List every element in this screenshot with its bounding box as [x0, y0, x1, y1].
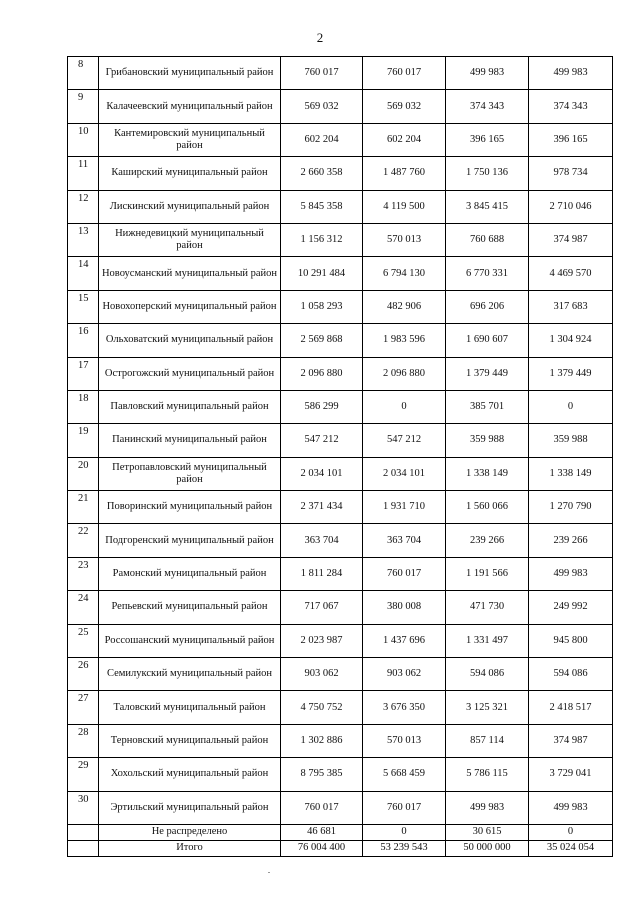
value-col-3: 1 338 149	[446, 457, 529, 490]
row-number: 15	[68, 290, 99, 323]
value-col-1: 903 062	[281, 658, 363, 691]
value-col-2: 5 668 459	[363, 758, 446, 791]
value-col-3: 594 086	[446, 658, 529, 691]
row-number: 13	[68, 223, 99, 256]
table-row	[68, 624, 613, 657]
value-col-1: 760 017	[281, 57, 363, 90]
table-row	[68, 658, 613, 691]
value-col-1: 1 156 312	[281, 223, 363, 256]
value-col-3: 5 786 115	[446, 758, 529, 791]
district-name: Эртильский муниципальный район	[99, 791, 281, 824]
value-col-2: 1 983 596	[363, 324, 446, 357]
unallocated-row	[68, 824, 613, 840]
value-col-4: 978 734	[529, 157, 613, 190]
value-col-1: 760 017	[281, 791, 363, 824]
empty-cell	[68, 824, 99, 840]
value-col-1: 586 299	[281, 390, 363, 423]
district-name: Павловский муниципальный район	[99, 390, 281, 423]
table-row	[68, 357, 613, 390]
total-row-value-3: 50 000 000	[446, 840, 529, 856]
table-row	[68, 457, 613, 490]
district-name: Россошанский муниципальный район	[99, 624, 281, 657]
value-col-3: 3 125 321	[446, 691, 529, 724]
value-col-1: 2 371 434	[281, 491, 363, 524]
value-col-1: 1 058 293	[281, 290, 363, 323]
value-col-1: 8 795 385	[281, 758, 363, 791]
value-col-3: 1 379 449	[446, 357, 529, 390]
row-number: 17	[68, 357, 99, 390]
page-number: 2	[316, 30, 324, 45]
value-col-1: 1 302 886	[281, 724, 363, 757]
value-col-2: 380 008	[363, 591, 446, 624]
table-row	[68, 123, 613, 156]
value-col-3: 6 770 331	[446, 257, 529, 290]
table-row	[68, 390, 613, 423]
value-col-1: 569 032	[281, 90, 363, 123]
table-row	[68, 424, 613, 457]
value-col-3: 499 983	[446, 791, 529, 824]
value-col-4: 1 379 449	[529, 357, 613, 390]
total-row-value-2: 53 239 543	[363, 840, 446, 856]
district-name: Острогожский муниципальный район	[99, 357, 281, 390]
district-name: Семилукский муниципальный район	[99, 658, 281, 691]
value-col-2: 3 676 350	[363, 691, 446, 724]
row-number: 11	[68, 157, 99, 190]
district-name: Нижнедевицкий муниципальный район	[99, 223, 281, 256]
table-row	[68, 257, 613, 290]
unallocated-row-value-1: 46 681	[281, 824, 363, 840]
row-number: 16	[68, 324, 99, 357]
row-number: 19	[68, 424, 99, 457]
table-row	[68, 223, 613, 256]
table-row	[68, 591, 613, 624]
table-row	[68, 524, 613, 557]
row-number: 12	[68, 190, 99, 223]
table-row	[68, 691, 613, 724]
value-col-3: 359 988	[446, 424, 529, 457]
table-row	[68, 758, 613, 791]
value-col-2: 760 017	[363, 57, 446, 90]
value-col-1: 363 704	[281, 524, 363, 557]
district-name: Хохольский муниципальный район	[99, 758, 281, 791]
value-col-4: 1 270 790	[529, 491, 613, 524]
total-row-label: Итого	[99, 840, 281, 856]
value-col-4: 1 338 149	[529, 457, 613, 490]
district-name: Рамонский муниципальный район	[99, 557, 281, 590]
value-col-2: 6 794 130	[363, 257, 446, 290]
value-col-4: 396 165	[529, 123, 613, 156]
value-col-3: 760 688	[446, 223, 529, 256]
row-number: 22	[68, 524, 99, 557]
row-number: 23	[68, 557, 99, 590]
allocation-table	[67, 56, 613, 857]
district-name: Кантемировский муниципальный район	[99, 123, 281, 156]
district-name: Панинский муниципальный район	[99, 424, 281, 457]
unallocated-row-label: Не распределено	[99, 824, 281, 840]
empty-cell	[68, 840, 99, 856]
value-col-3: 1 191 566	[446, 557, 529, 590]
value-col-2: 0	[363, 390, 446, 423]
district-name: Терновский муниципальный район	[99, 724, 281, 757]
table-row	[68, 290, 613, 323]
value-col-1: 10 291 484	[281, 257, 363, 290]
value-col-2: 1 437 696	[363, 624, 446, 657]
district-name: Грибановский муниципальный район	[99, 57, 281, 90]
value-col-3: 857 114	[446, 724, 529, 757]
value-col-1: 2 660 358	[281, 157, 363, 190]
table-row	[68, 724, 613, 757]
district-name: Новохоперский муниципальный район	[99, 290, 281, 323]
value-col-2: 760 017	[363, 791, 446, 824]
table-row	[68, 57, 613, 90]
row-number: 28	[68, 724, 99, 757]
value-col-2: 2 096 880	[363, 357, 446, 390]
value-col-4: 499 983	[529, 791, 613, 824]
value-col-4: 317 683	[529, 290, 613, 323]
total-row-value-1: 76 004 400	[281, 840, 363, 856]
table-row	[68, 557, 613, 590]
value-col-2: 570 013	[363, 724, 446, 757]
total-row-value-4: 35 024 054	[529, 840, 613, 856]
value-col-3: 499 983	[446, 57, 529, 90]
value-col-4: 2 418 517	[529, 691, 613, 724]
row-number: 18	[68, 390, 99, 423]
value-col-1: 5 845 358	[281, 190, 363, 223]
district-name: Поворинский муниципальный район	[99, 491, 281, 524]
value-col-2: 903 062	[363, 658, 446, 691]
row-number: 24	[68, 591, 99, 624]
row-number: 20	[68, 457, 99, 490]
row-number: 29	[68, 758, 99, 791]
value-col-1: 2 034 101	[281, 457, 363, 490]
row-number: 9	[68, 90, 99, 123]
value-col-2: 482 906	[363, 290, 446, 323]
value-col-2: 570 013	[363, 223, 446, 256]
district-name: Каширский муниципальный район	[99, 157, 281, 190]
value-col-4: 3 729 041	[529, 758, 613, 791]
value-col-1: 602 204	[281, 123, 363, 156]
district-name: Новоусманский муниципальный район	[99, 257, 281, 290]
value-col-2: 1 487 760	[363, 157, 446, 190]
row-number: 14	[68, 257, 99, 290]
district-name: Таловский муниципальный район	[99, 691, 281, 724]
district-name: Ольховатский муниципальный район	[99, 324, 281, 357]
table-row	[68, 157, 613, 190]
row-number: 8	[68, 57, 99, 90]
value-col-3: 239 266	[446, 524, 529, 557]
value-col-1: 2 569 868	[281, 324, 363, 357]
table-row	[68, 324, 613, 357]
value-col-3: 471 730	[446, 591, 529, 624]
value-col-1: 2 023 987	[281, 624, 363, 657]
value-col-3: 1 690 607	[446, 324, 529, 357]
value-col-2: 602 204	[363, 123, 446, 156]
district-name: Калачеевский муниципальный район	[99, 90, 281, 123]
value-col-3: 1 331 497	[446, 624, 529, 657]
value-col-4: 374 987	[529, 724, 613, 757]
table-row	[68, 791, 613, 824]
value-col-3: 396 165	[446, 123, 529, 156]
value-col-4: 499 983	[529, 57, 613, 90]
value-col-4: 945 800	[529, 624, 613, 657]
value-col-3: 696 206	[446, 290, 529, 323]
value-col-2: 569 032	[363, 90, 446, 123]
unallocated-row-value-4: 0	[529, 824, 613, 840]
value-col-2: 363 704	[363, 524, 446, 557]
row-number: 25	[68, 624, 99, 657]
value-col-2: 4 119 500	[363, 190, 446, 223]
table-row	[68, 491, 613, 524]
value-col-2: 547 212	[363, 424, 446, 457]
value-col-2: 1 931 710	[363, 491, 446, 524]
district-name: Подгоренский муниципальный район	[99, 524, 281, 557]
value-col-2: 760 017	[363, 557, 446, 590]
row-number: 21	[68, 491, 99, 524]
value-col-4: 2 710 046	[529, 190, 613, 223]
value-col-3: 3 845 415	[446, 190, 529, 223]
value-col-3: 374 343	[446, 90, 529, 123]
value-col-3: 1 560 066	[446, 491, 529, 524]
district-name: Петропавловский муниципальный район	[99, 457, 281, 490]
row-number: 10	[68, 123, 99, 156]
total-row	[68, 840, 613, 856]
value-col-1: 717 067	[281, 591, 363, 624]
value-col-3: 1 750 136	[446, 157, 529, 190]
scan-artifact	[268, 872, 270, 873]
value-col-4: 594 086	[529, 658, 613, 691]
value-col-2: 2 034 101	[363, 457, 446, 490]
district-name: Репьевский муниципальный район	[99, 591, 281, 624]
unallocated-row-value-3: 30 615	[446, 824, 529, 840]
value-col-4: 1 304 924	[529, 324, 613, 357]
value-col-4: 249 992	[529, 591, 613, 624]
row-number: 27	[68, 691, 99, 724]
value-col-4: 499 983	[529, 557, 613, 590]
value-col-3: 385 701	[446, 390, 529, 423]
value-col-1: 1 811 284	[281, 557, 363, 590]
table-row	[68, 190, 613, 223]
value-col-1: 2 096 880	[281, 357, 363, 390]
value-col-4: 0	[529, 390, 613, 423]
value-col-4: 239 266	[529, 524, 613, 557]
value-col-4: 374 987	[529, 223, 613, 256]
unallocated-row-value-2: 0	[363, 824, 446, 840]
value-col-4: 374 343	[529, 90, 613, 123]
row-number: 26	[68, 658, 99, 691]
district-name: Лискинский муниципальный район	[99, 190, 281, 223]
value-col-4: 359 988	[529, 424, 613, 457]
value-col-4: 4 469 570	[529, 257, 613, 290]
value-col-1: 547 212	[281, 424, 363, 457]
table-row	[68, 90, 613, 123]
row-number: 30	[68, 791, 99, 824]
value-col-1: 4 750 752	[281, 691, 363, 724]
